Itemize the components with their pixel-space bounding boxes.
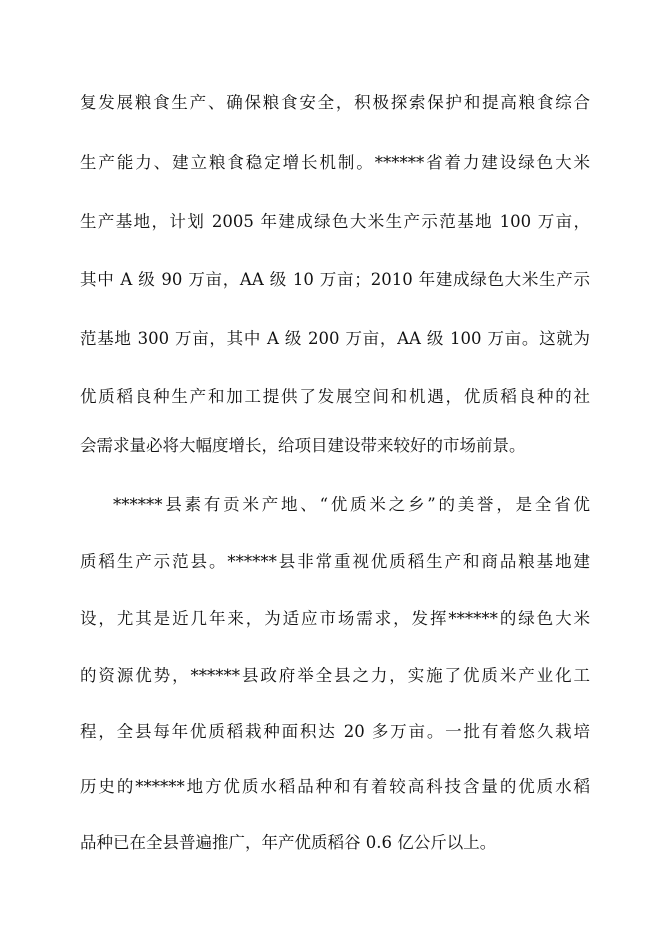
paragraph-1-line-7: 会需求量必将大幅度增长，给项目建设带来较好的市场前景。 bbox=[80, 436, 526, 455]
paragraph-1-line-2: 生产能力、建立粮食稳定增长机制。******省着力建设绿色大米 bbox=[80, 153, 590, 172]
paragraph-1-line-1: 复发展粮食生产、确保粮食安全，积极探索保护和提高粮食综合 bbox=[80, 93, 590, 112]
paragraph-1-line-6: 优质稻良种生产和加工提供了发展空间和机遇，优质稻良种的社 bbox=[80, 387, 590, 406]
paragraph-2-line-3: 设，尤其是近几年来，为适应市场需求，发挥******的绿色大米 bbox=[80, 609, 590, 628]
paragraph-1-line-5: 范基地 300 万亩，其中 A 级 200 万亩，AA 级 100 万亩。这就为 bbox=[80, 329, 590, 348]
paragraph-1-line-4: 其中 A 级 90 万亩，AA 级 10 万亩；2010 年建成绿色大米生产示 bbox=[80, 270, 590, 289]
paragraph-2-line-1: ******县素有贡米产地、“优质米之乡”的美誉，是全省优 bbox=[113, 495, 590, 514]
paragraph-2-line-5: 程，全县每年优质稻栽种面积达 20 多万亩。一批有着悠久栽培 bbox=[80, 722, 590, 741]
paragraph-2-line-6: 历史的******地方优质水稻品种和有着较高科技含量的优质水稻 bbox=[80, 777, 590, 796]
paragraph-1-line-3: 生产基地，计划 2005 年建成绿色大米生产示范基地 100 万亩， bbox=[80, 212, 590, 231]
paragraph-2-line-4: 的资源优势，******县政府举全县之力，实施了优质米产业化工 bbox=[80, 666, 590, 685]
paragraph-2-line-2: 质稻生产示范县。******县非常重视优质稻生产和商品粮基地建 bbox=[80, 552, 590, 571]
paragraph-2-line-7: 品种已在全县普遍推广，年产优质稻谷 0.6 亿公斤以上。 bbox=[80, 833, 497, 852]
